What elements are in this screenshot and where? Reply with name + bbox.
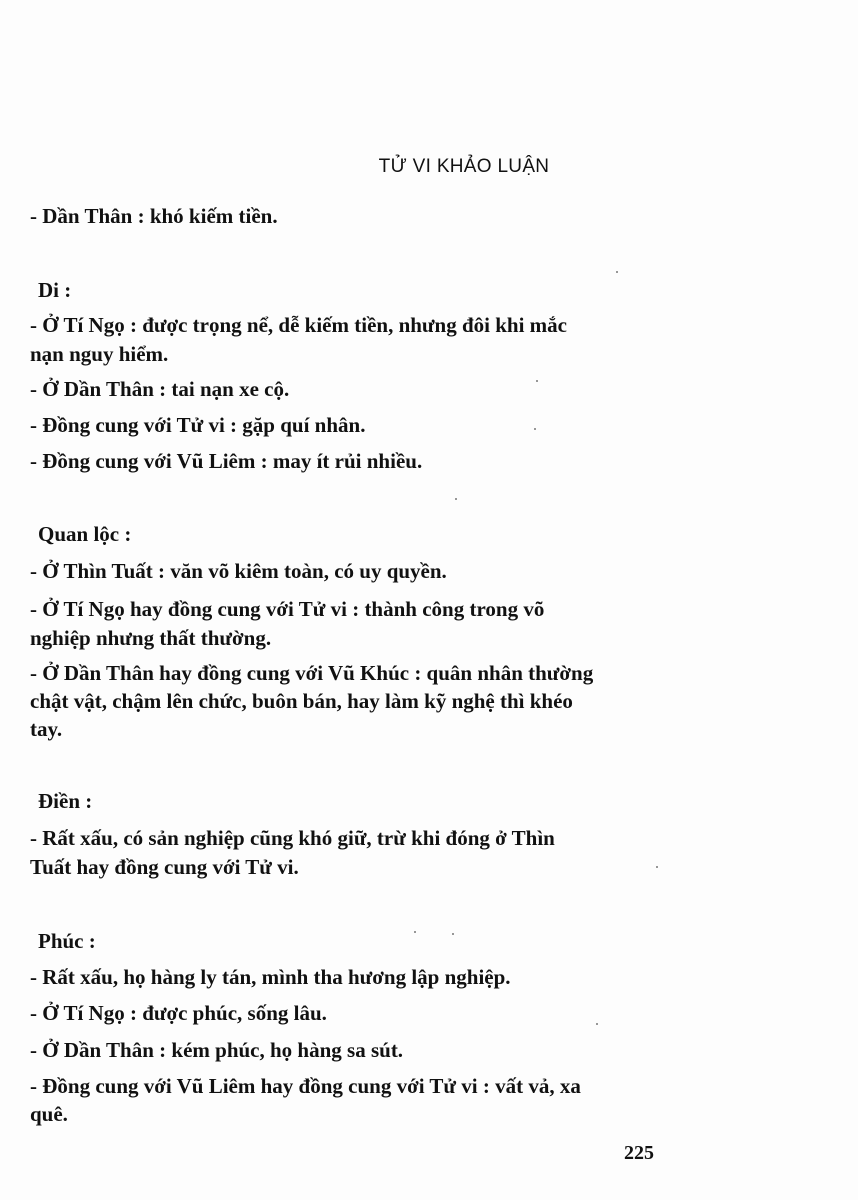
text-line: - Ở Dần Thân : tai nạn xe cộ. bbox=[30, 377, 290, 401]
page-number: 225 bbox=[624, 1142, 654, 1164]
scan-speck bbox=[536, 380, 538, 382]
text-line: - Ở Tí Ngọ : được trọng nể, dễ kiếm tiền, nhưng đôi khi mắc bbox=[30, 313, 567, 337]
text-line: - Đồng cung với Tử vi : gặp quí nhân. bbox=[30, 413, 366, 437]
text-line: - Ở Dần Thân hay đồng cung với Vũ Khúc : quân nhân thường bbox=[30, 661, 594, 685]
scan-speck bbox=[455, 498, 457, 500]
text-line: Tuất hay đồng cung với Tử vi. bbox=[30, 855, 299, 879]
scan-speck bbox=[534, 428, 536, 430]
section-heading-dien: Điền : bbox=[38, 789, 93, 813]
text-line: - Đồng cung với Vũ Liêm : may ít rủi nhiều. bbox=[30, 449, 423, 473]
section-heading-phuc: Phúc : bbox=[38, 929, 96, 953]
text-line: - Ở Dần Thân : kém phúc, họ hàng sa sút. bbox=[30, 1038, 404, 1062]
text-line: - Ở Tí Ngọ : được phúc, sống lâu. bbox=[30, 1001, 327, 1025]
scan-speck bbox=[596, 1023, 598, 1025]
text-line: - Ở Thìn Tuất : văn võ kiêm toàn, có uy quyền. bbox=[30, 559, 447, 583]
text-line: quê. bbox=[30, 1102, 68, 1126]
running-header: TỬ VI KHẢO LUẬN bbox=[378, 156, 550, 177]
intro-line: - Dần Thân : khó kiếm tiền. bbox=[30, 204, 278, 228]
scan-speck bbox=[414, 931, 416, 933]
text-line: tay. bbox=[30, 717, 63, 741]
text-line: - Rất xấu, họ hàng ly tán, mình tha hương lập nghiệp. bbox=[30, 965, 511, 989]
scan-speck bbox=[616, 271, 618, 273]
text-line: nghiệp nhưng thất thường. bbox=[30, 626, 272, 650]
text-line: - Rất xấu, có sản nghiệp cũng khó giữ, trừ khi đóng ở Thìn bbox=[30, 826, 555, 850]
section-heading-di: Di : bbox=[38, 278, 72, 302]
text-line: - Đồng cung với Vũ Liêm hay đồng cung với Tử vi : vất vả, xa bbox=[30, 1074, 581, 1098]
text-line: - Ở Tí Ngọ hay đồng cung với Tử vi : thành công trong võ bbox=[30, 597, 545, 621]
scan-speck bbox=[452, 933, 454, 935]
scan-speck bbox=[656, 866, 658, 868]
section-heading-quan-loc: Quan lộc : bbox=[38, 522, 132, 546]
text-line: nạn nguy hiểm. bbox=[30, 342, 169, 366]
text-line: chật vật, chậm lên chức, buôn bán, hay làm kỹ nghệ thì khéo bbox=[30, 689, 573, 713]
